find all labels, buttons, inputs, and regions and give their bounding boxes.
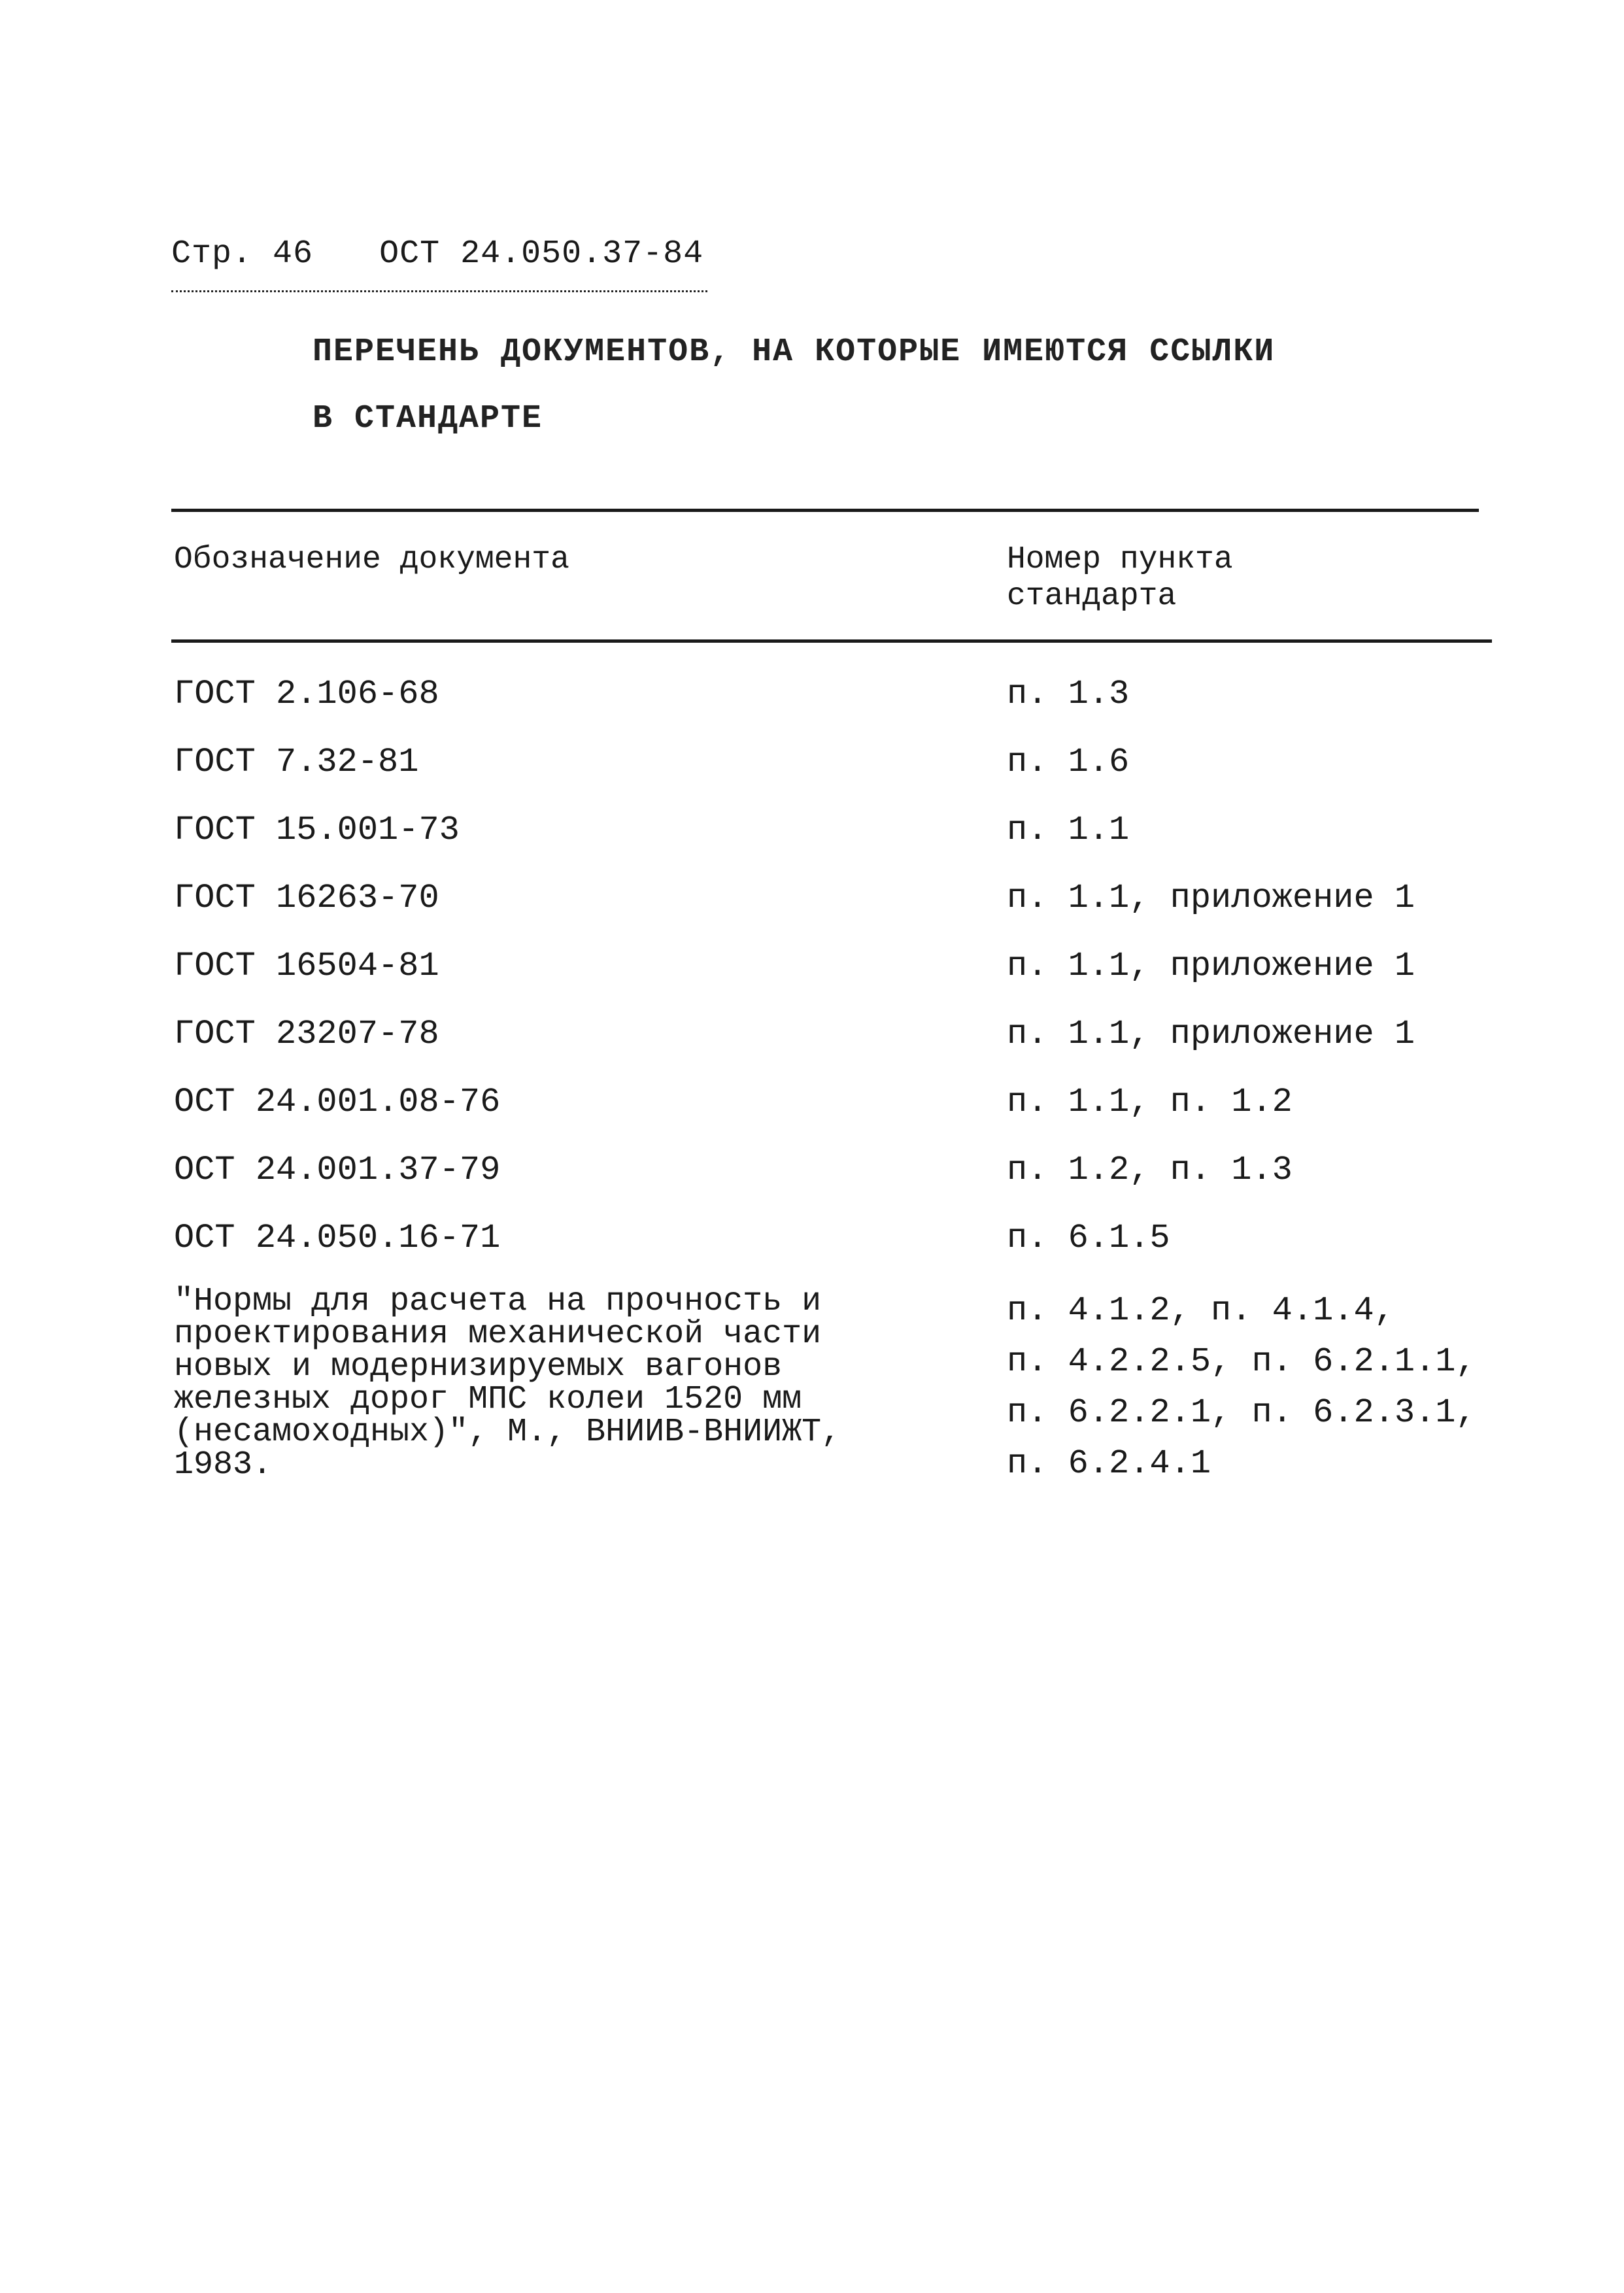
document-designation: ГОСТ 2.106-68: [174, 675, 439, 713]
document-title-line-1: ПЕРЕЧЕНЬ ДОКУМЕНТОВ, НА КОТОРЫЕ ИМЕЮТСЯ ССЫЛКИ: [313, 333, 1276, 371]
column-header-clause-line-2: стандарта: [1007, 579, 1177, 614]
page-number: Стр. 46: [171, 235, 314, 273]
table-row: [171, 673, 1492, 741]
clause-number: п. 1.1, п. 1.2: [1007, 1083, 1293, 1121]
document-designation-norms: "Нормы для расчета на прочность и проектирования механической части новых и модернизируемых вагонов железных дорог МПС колеи 1520 мм (несамоходных)", М., ВНИИВ-ВНИИЖТ, 1983.: [174, 1283, 841, 1484]
standard-designation: ОСТ 24.050.37-84: [379, 235, 704, 273]
clause-number: п. 1.1: [1007, 811, 1130, 849]
header-underline: [171, 290, 707, 292]
clause-number: п. 1.1, приложение 1: [1007, 879, 1415, 917]
clause-number: п. 1.1, приложение 1: [1007, 1015, 1415, 1053]
table-header-rule: [171, 639, 1492, 643]
page-header: [171, 235, 703, 273]
document-designation: ОСТ 24.001.08-76: [174, 1083, 501, 1121]
clause-number: п. 1.6: [1007, 743, 1130, 781]
column-header-clause-line-1: Номер пункта: [1007, 542, 1233, 577]
document-designation: ГОСТ 16504-81: [174, 947, 439, 985]
table-row-norms: [171, 1285, 1492, 1495]
table-row: [171, 1081, 1492, 1149]
clause-number: п. 1.3: [1007, 675, 1130, 713]
table-body: [171, 673, 1492, 1285]
table-row: [171, 1217, 1492, 1285]
document-designation: ГОСТ 16263-70: [174, 879, 439, 917]
document-designation: ОСТ 24.050.16-71: [174, 1219, 501, 1257]
clause-number: п. 6.1.5: [1007, 1219, 1170, 1257]
table-row: [171, 945, 1492, 1013]
clause-number: п. 1.2, п. 1.3: [1007, 1151, 1293, 1189]
column-header-document: Обозначение документа: [174, 542, 569, 577]
table-row: [171, 1149, 1492, 1217]
table-row: [171, 741, 1492, 809]
table-top-rule: [171, 509, 1479, 512]
column-header-clause: [1007, 541, 1233, 615]
document-designation: ГОСТ 15.001-73: [174, 811, 460, 849]
document-designation: ОСТ 24.001.37-79: [174, 1151, 501, 1189]
clause-number: п. 1.1, приложение 1: [1007, 947, 1415, 985]
table-row: [171, 1013, 1492, 1081]
document-designation: ГОСТ 7.32-81: [174, 743, 419, 781]
document-title-line-2: В СТАНДАРТЕ: [313, 400, 543, 437]
table-row: [171, 877, 1492, 945]
document-designation: ГОСТ 23207-78: [174, 1015, 439, 1053]
clause-number-norms: п. 4.1.2, п. 4.1.4, п. 4.2.2.5, п. 6.2.1.1, п. 6.2.2.1, п. 6.2.3.1, п. 6.2.4.1: [1007, 1291, 1476, 1483]
table-row: [171, 809, 1492, 877]
